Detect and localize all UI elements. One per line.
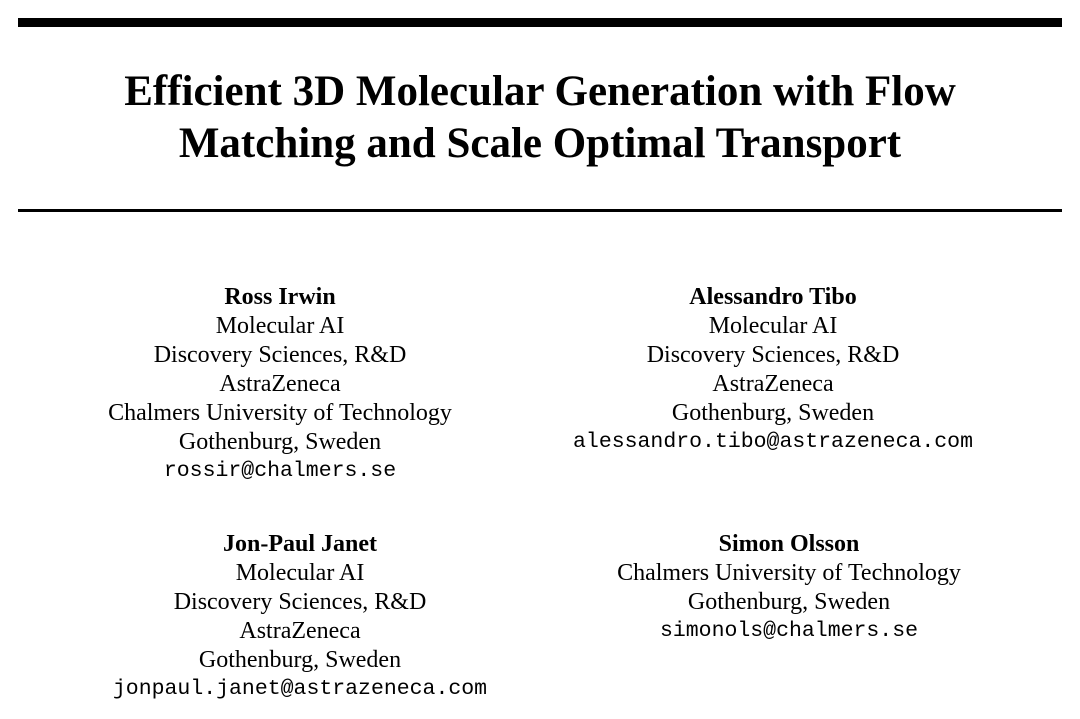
author-affiliation: Gothenburg, Sweden bbox=[198, 647, 402, 673]
title-line: Matching and Scale Optimal Transport bbox=[178, 120, 902, 167]
author-affiliation: AstraZeneca bbox=[239, 618, 361, 644]
author-email: jonpaul.janet@astrazeneca.com bbox=[112, 677, 488, 701]
author-affiliation: Chalmers University of Technology bbox=[108, 400, 452, 426]
author-block-simon-olsson bbox=[569, 530, 1009, 646]
author-name: Jon-Paul Janet bbox=[222, 531, 377, 557]
author-affiliation: Discovery Sciences, R&D bbox=[153, 342, 407, 368]
title-line: Efficient 3D Molecular Generation with Flow bbox=[124, 68, 956, 115]
author-affiliation: Molecular AI bbox=[235, 560, 365, 586]
author-email: rossir@chalmers.se bbox=[163, 459, 397, 483]
author-affiliation: Gothenburg, Sweden bbox=[671, 400, 875, 426]
title-top-rule bbox=[18, 18, 1062, 27]
author-name: Ross Irwin bbox=[224, 284, 336, 310]
author-affiliation: Molecular AI bbox=[215, 313, 345, 339]
author-block-jon-paul-janet bbox=[80, 530, 520, 704]
author-affiliation: AstraZeneca bbox=[219, 371, 341, 397]
author-affiliation: AstraZeneca bbox=[712, 371, 834, 397]
paper-title bbox=[18, 66, 1062, 170]
author-affiliation: Gothenburg, Sweden bbox=[178, 429, 382, 455]
title-bottom-rule bbox=[18, 209, 1062, 212]
author-affiliation: Discovery Sciences, R&D bbox=[646, 342, 900, 368]
author-email: alessandro.tibo@astrazeneca.com bbox=[573, 430, 973, 454]
author-affiliation: Chalmers University of Technology bbox=[617, 560, 961, 586]
author-block-alessandro-tibo bbox=[553, 283, 993, 457]
author-block-ross-irwin bbox=[60, 283, 500, 486]
author-affiliation: Gothenburg, Sweden bbox=[687, 589, 891, 615]
author-affiliation: Discovery Sciences, R&D bbox=[173, 589, 427, 615]
author-affiliation: Molecular AI bbox=[708, 313, 838, 339]
author-name: Alessandro Tibo bbox=[689, 284, 857, 310]
author-email: simonols@chalmers.se bbox=[659, 619, 919, 643]
author-name: Simon Olsson bbox=[718, 531, 860, 557]
